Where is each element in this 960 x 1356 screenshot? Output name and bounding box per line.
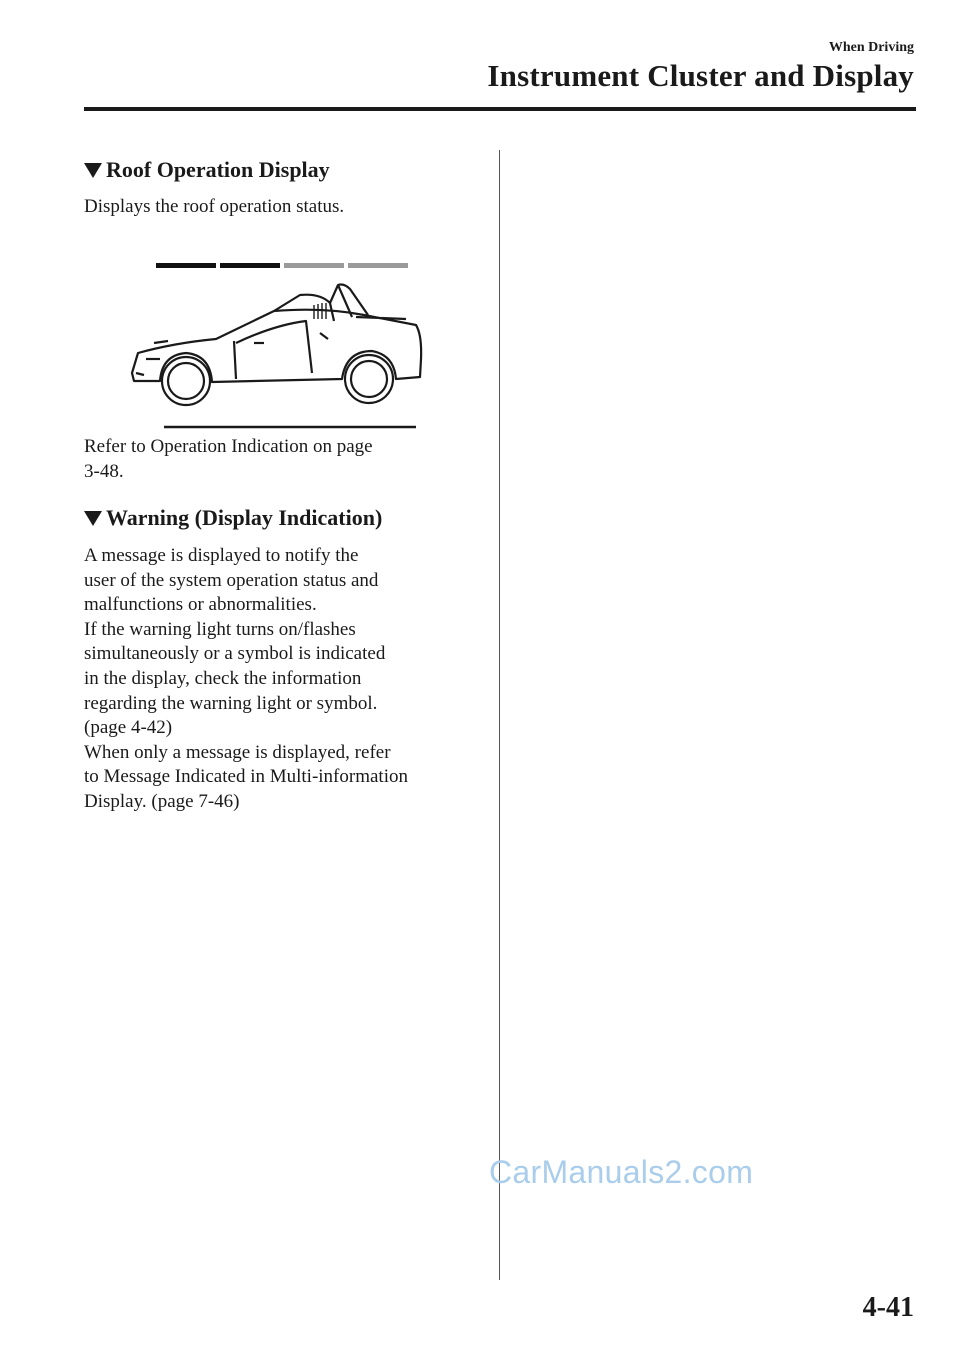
warning-line: to Message Indicated in Multi-information xyxy=(84,766,408,788)
roof-heading-text: Roof Operation Display xyxy=(106,157,330,182)
roof-operation-figure xyxy=(124,255,424,433)
warning-line: user of the system operation status and xyxy=(84,569,379,591)
progress-segment xyxy=(220,263,280,268)
roof-reference xyxy=(84,435,484,484)
roof-reference-line2: 3-48. xyxy=(84,460,124,482)
warning-line: (page 4-42) xyxy=(84,717,173,739)
roof-progress-bar xyxy=(156,263,408,268)
watermark: CarManuals2.com xyxy=(489,1154,754,1190)
roof-description: Displays the roof operation status. xyxy=(84,196,345,217)
warning-line: simultaneously or a symbol is indicated xyxy=(84,643,386,665)
warning-line: A message is displayed to notify the xyxy=(84,545,359,566)
progress-segment xyxy=(348,263,408,268)
header-rule xyxy=(84,107,916,111)
triangle-bullet-icon xyxy=(84,163,102,178)
warning-line: When only a message is displayed, refer xyxy=(84,741,391,763)
warning-body xyxy=(84,544,504,815)
warning-line: If the warning light turns on/flashes xyxy=(84,618,356,640)
progress-segment xyxy=(284,263,344,268)
roof-section-heading xyxy=(84,155,484,185)
warning-line: malfunctions or abnormalities. xyxy=(84,594,317,616)
page-number: 4-41 xyxy=(862,1292,914,1323)
roof-reference-line1: Refer to Operation Indication on page xyxy=(84,436,373,457)
roof-operation-car-icon xyxy=(124,255,424,433)
warning-section xyxy=(84,503,504,815)
warning-heading-text: Warning (Display Indication) xyxy=(106,505,383,530)
triangle-bullet-icon xyxy=(84,511,102,526)
progress-segment xyxy=(156,263,216,268)
warning-line: in the display, check the information xyxy=(84,667,362,689)
warning-section-heading xyxy=(84,503,504,533)
header-title: Instrument Cluster and Display xyxy=(487,58,914,93)
warning-line: regarding the warning light or symbol. xyxy=(84,692,378,714)
left-column xyxy=(84,155,484,812)
warning-line: Display. (page 7-46) xyxy=(84,790,240,812)
header-section-label: When Driving xyxy=(828,40,914,55)
